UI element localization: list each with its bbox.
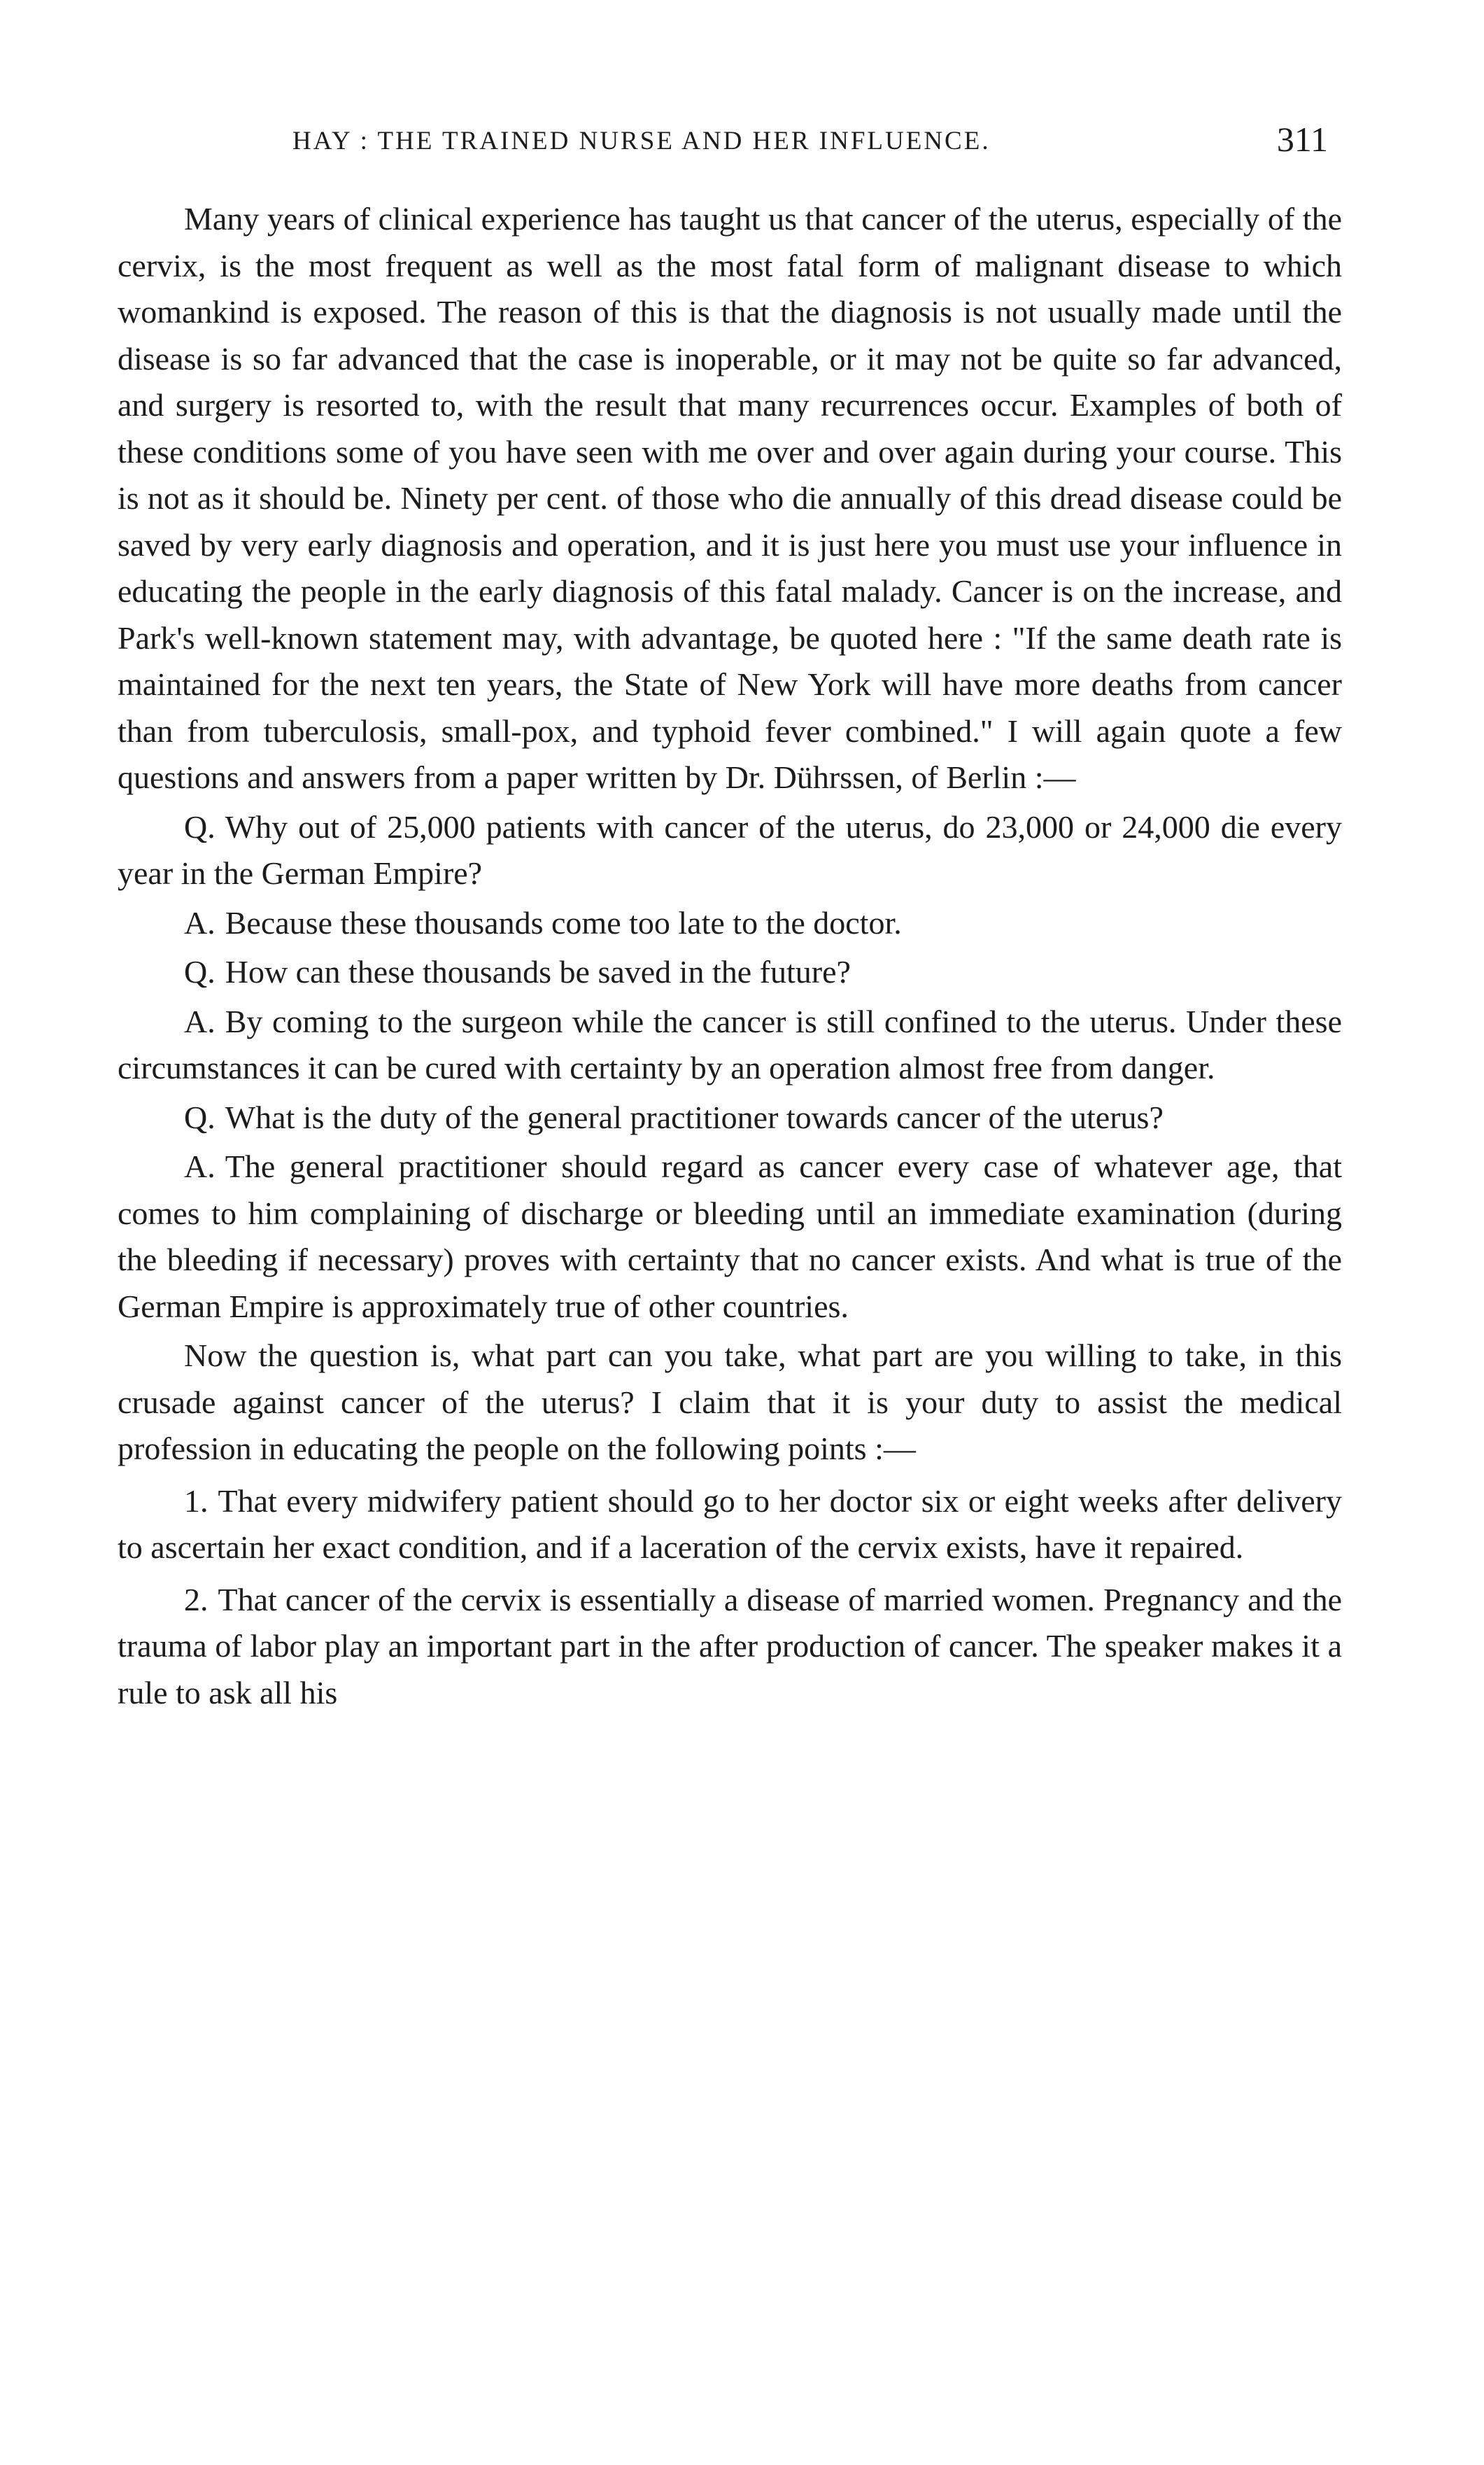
point-text: That every midwifery patient should go to her doctor six or eight weeks after delivery to ascertain her exact condition, and if a laceration of the cervix exists, have it repaired. [118,1482,1342,1565]
page-number: 311 [1276,120,1328,159]
qa-mark: A. [184,904,215,941]
qa-text: Why out of 25,000 patients with cancer of the uterus, do 23,000 or 24,000 die every year in the German Empire? [118,808,1342,891]
point-mark: 2. [184,1581,209,1617]
qa-text: The general practitioner should regard as cancer every case of whatever age, that comes to him complaining of discharge or bleeding until an immediate examination (during the bleeding if necessary) proves with certainty that no cancer exists. And what is true of the German Empire is approximately true of other countries. [118,1149,1342,1324]
closing-paragraph: Now the question is, what part can you take, what part are you willing to take, in this crusade against cancer of the uterus? I claim that it is your duty to assist the medical profession in educating the people on the following points :— [118,1337,1342,1466]
answer-3 [118,1144,1342,1330]
qa-text: By coming to the surgeon while the cancer is still confined to the uterus. Under these circumstances it can be cured with certainty by an operation almost free from danger. [118,1003,1342,1086]
point-text: That cancer of the cervix is essentially a disease of married women. Pregnancy and the trauma of labor play an important part in the after production of cancer. The speaker makes it a rule to ask all his [118,1581,1342,1711]
qa-mark: Q. [184,1099,215,1135]
answer-2 [118,999,1342,1092]
running-title: HAY : THE TRAINED NURSE AND HER INFLUENCE. [292,127,991,155]
question-2 [118,949,1342,996]
point-2 [118,1577,1342,1717]
question-1 [118,804,1342,897]
intro-paragraph: Many years of clinical experience has taught us that cancer of the uterus, especially of the cervix, is the most frequent as well as the most fatal form of malignant disease to which womankind is exposed. The reason of this is that the diagnosis is not usually made until the disease is so far advanced that the case is inoperable, or it may not be quite so far advanced, and surgery is resorted to, with the result that many recurrences occur. Examples of both of these conditions some of you have seen with me over and over again during your course. This is not as it should be. Ninety per cent. of those who die annually of this dread disease could be saved by very early diagnosis and operation, and it is just here you must use your influence in educating the people in the early diagnosis of this fatal malady. Cancer is on the increase, and Park's well-known statement may, with advantage, be quoted here : "If the same death rate is maintained for the next ten years, the State of New York will have more deaths from cancer than from tuberculosis, small-pox, and typhoid fever combined." I will again quote a few questions and answers from a paper written by Dr. Dührssen, of Berlin :— [118,201,1342,795]
qa-mark: A. [184,1149,215,1184]
qa-mark: Q. [184,954,215,990]
question-3 [118,1095,1342,1142]
qa-text: How can these thousands be saved in the future? [225,954,851,990]
qa-text: What is the duty of the general practitioner towards cancer of the uterus? [225,1099,1164,1135]
body-text [118,196,1342,1716]
qa-mark: Q. [184,808,215,845]
qa-text: Because these thousands come too late to the doctor. [225,904,902,941]
running-head [118,112,1342,168]
answer-1 [118,900,1342,947]
book-page [118,112,1342,1716]
qa-mark: A. [184,1003,215,1039]
point-mark: 1. [184,1482,209,1519]
point-1 [118,1478,1342,1571]
